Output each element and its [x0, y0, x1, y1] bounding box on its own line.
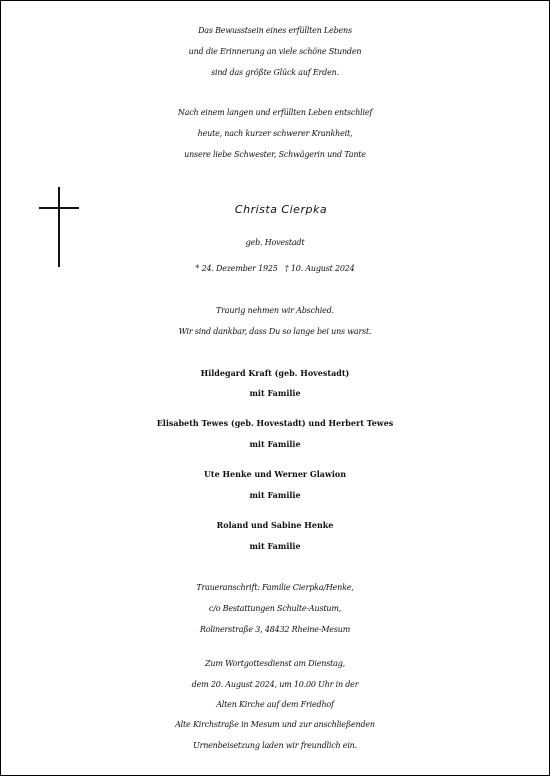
address-line: Rolinerstraße 3, 48432 Rheine-Mesum [199, 625, 351, 634]
mourner-line: mit Familie [249, 541, 301, 551]
mourner-line: mit Familie [249, 490, 301, 500]
intro-quote-line: Das Bewusstsein eines erfüllten Lebens [198, 26, 352, 35]
service-line: Alte Kirchstraße in Mesum und zur anschließenden [175, 720, 375, 729]
intro-quote-line: und die Erinnerung an viele schöne Stunden [188, 47, 362, 56]
mourner-line: Ute Henke und Werner Glawion [203, 469, 347, 479]
farewell-line: Wir sind dankbar, dass Du so lange bei uns warst. [178, 327, 372, 336]
announcement-line: Nach einem langen und erfüllten Leben entschlief [177, 108, 373, 117]
address-line: c/o Bestattungen Schulte-Austum, [208, 604, 342, 613]
mourner-line: Hildegard Kraft (geb. Hovestadt) [200, 368, 350, 378]
announcement-line: heute, nach kurzer schwerer Krankheit, [197, 129, 353, 138]
service-line: Urnenbeisetzung laden wir freundlich ein. [193, 741, 357, 750]
service-line: Zum Wortgottesdienst am Dienstag, [205, 659, 345, 668]
intro-quote-line: sind das größte Glück auf Erden. [211, 68, 339, 77]
service-line: dem 20. August 2024, um 10.00 Uhr in der [191, 680, 359, 689]
service-line: Alten Kirche auf dem Friedhof [216, 700, 334, 709]
farewell-line: Traurig nehmen wir Abschied. [216, 306, 334, 315]
mourner-line: Roland und Sabine Henke [216, 520, 334, 530]
deceased-name: Christa Cierpka [234, 203, 328, 216]
birth-name: geb. Hovestadt [245, 238, 305, 247]
mourner-line: Elisabeth Tewes (geb. Hovestadt) und Herbert Tewes [156, 418, 394, 428]
life-dates: * 24. Dezember 1925 † 10. August 2024 [195, 264, 355, 273]
mourner-line: mit Familie [249, 388, 301, 398]
mourner-line: mit Familie [249, 439, 301, 449]
address-line: Traueranschrift: Familie Cierpka/Henke, [196, 583, 354, 592]
announcement-line: unsere liebe Schwester, Schwägerin und Tante [184, 150, 366, 159]
